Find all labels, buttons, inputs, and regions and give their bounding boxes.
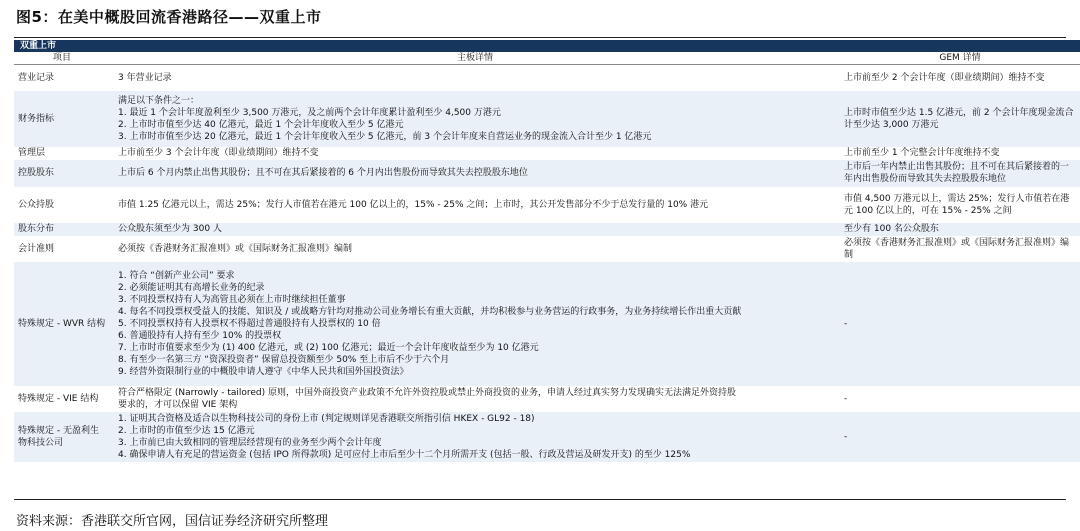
figure-title: 图5：在美中概股回流香港路径——双重上市 bbox=[16, 8, 322, 26]
table-row bbox=[14, 65, 1080, 91]
main-detail-line: 2. 上市时的市值至少达 15 亿港元 bbox=[118, 425, 255, 436]
source-note: 资料来源：香港联交所官网，国信证券经济研究所整理 bbox=[16, 514, 329, 529]
row-gem-detail bbox=[840, 412, 1080, 462]
row-gem-detail bbox=[840, 262, 1080, 386]
main-detail-line: 6. 普通股持有人持有至少 10% 的投票权 bbox=[118, 330, 282, 341]
row-gem-detail bbox=[840, 386, 1080, 412]
main-detail-line: 1. 最近 1 个会计年度盈利至少 3,500 万港元，及之前两个会计年度累计盈利至少 4,500 万港元 bbox=[118, 107, 501, 118]
gem-detail-text: - bbox=[844, 431, 848, 442]
gem-detail-text: 市值 4,500 万港元以上，需达 25%；发行人市值若在港元 100 亿以上的，可在 15% - 25% 之间 bbox=[844, 193, 1070, 216]
row-main-detail bbox=[110, 65, 840, 91]
row-gem-detail bbox=[840, 65, 1080, 91]
row-main-detail bbox=[110, 223, 840, 236]
row-item-label: 控股股东 bbox=[14, 160, 110, 187]
row-item-label: 公众持股 bbox=[18, 199, 55, 210]
main-detail-line: 3. 上市前已由大致相同的管理层经营现有的业务至少两个会计年度 bbox=[118, 437, 382, 448]
table-banner: 双重上市 bbox=[14, 40, 1080, 52]
row-gem-detail bbox=[840, 160, 1080, 187]
bottom-rule bbox=[14, 499, 1066, 500]
main-detail-line: 符合严格限定 (Narrowly - tailored) 原则，中国外商投资产业政策不允许外资控股或禁止外商投资的业务，申请人经过真实努力发现确实无法满足外资持股 bbox=[118, 387, 737, 398]
column-header-gem: GEM 详情 bbox=[840, 52, 1080, 65]
main-detail-line: 8. 有至少一名第三方 “资深投资者” 保留总投资额至少 50% 至上市后不少于六个月 bbox=[118, 354, 450, 365]
main-detail-line: 3. 不同投票权持有人为高管且必须在上市时继续担任董事 bbox=[118, 294, 346, 305]
gem-detail-text: - bbox=[844, 393, 848, 404]
table-row bbox=[14, 262, 1080, 386]
table-row bbox=[14, 236, 1080, 262]
row-main-detail bbox=[110, 236, 840, 262]
main-detail-line: 5. 不同投票权持有人投票权不得超过普通股持有人投票权的 10 倍 bbox=[118, 318, 381, 329]
main-detail-line: 公众股东须至少为 300 人 bbox=[118, 224, 222, 234]
main-detail-line: 3 年营业记录 bbox=[118, 72, 172, 83]
table-row bbox=[14, 386, 1080, 412]
table-row bbox=[14, 412, 1080, 462]
row-gem-detail bbox=[840, 91, 1080, 147]
main-detail-line: 2. 必须能证明其有高增长业务的纪录 bbox=[118, 282, 265, 293]
table-banner-row bbox=[14, 40, 1080, 52]
gem-detail-text: 至少有 100 名公众股东 bbox=[844, 224, 939, 234]
row-main-detail bbox=[110, 386, 840, 412]
main-detail-line: 市值 1.25 亿港元以上，需达 25%；发行人市值若在港元 100 亿以上的，15% - 25% 之间；上市时，其公开发售部分不少于总发行量的 10% 港元 bbox=[118, 199, 709, 210]
main-detail-line: 3. 上市时市值至少达 20 亿港元，最近 1 个会计年度收入至少 5 亿港元，前 3 个会计年度来自营运业务的现金流入合计至少 1 亿港元 bbox=[118, 131, 652, 142]
row-item-label: 特殊规定 - 无盈利生物科技公司 bbox=[14, 412, 110, 462]
column-header-main: 主板详情 bbox=[110, 52, 840, 65]
row-main-detail bbox=[110, 187, 840, 223]
row-item-label: 财务指标 bbox=[14, 91, 110, 147]
gem-detail-text: 上市前至少 1 个完整会计年度维持不变 bbox=[844, 148, 1000, 158]
main-detail-line: 9. 经营外资限制行业的中概股申请人遵守《中华人民共和国外国投资法》 bbox=[118, 366, 409, 377]
listing-requirements-table bbox=[14, 40, 1080, 462]
table-row bbox=[14, 160, 1080, 187]
column-header-item: 项目 bbox=[14, 52, 110, 65]
gem-detail-text: - bbox=[844, 318, 848, 329]
main-detail-line: 4. 每名不同投票权受益人的技能、知识及 / 或战略方针均对推动公司业务增长有重大贡献，并均积极参与业务营运的行政事务，为业务持续增长作出重大贡献 bbox=[118, 306, 742, 317]
row-item-label: 股东分布 bbox=[14, 223, 110, 236]
main-detail-line: 1. 证明其合资格及适合以生物科技公司的身份上市 (判定规则详见香港联交所指引信 HKEX - GL92 - 18) bbox=[118, 413, 535, 424]
main-detail-line: 满足以下条件之一： bbox=[118, 95, 200, 106]
table-row bbox=[14, 147, 1080, 160]
row-item-label: 特殊规定 - VIE 结构 bbox=[18, 393, 99, 404]
row-item-label: 管理层 bbox=[18, 148, 46, 158]
table-row bbox=[14, 187, 1080, 223]
top-rule bbox=[14, 37, 1066, 38]
row-item-label: 特殊规定 - WVR 结构 bbox=[14, 262, 110, 386]
gem-detail-text: 上市后一年内禁止出售其股份；且不可在其后紧接着的一年内出售股份而导致其失去控股股东地位 bbox=[844, 162, 1070, 184]
row-item-label: 会计准则 bbox=[18, 243, 55, 254]
main-detail-line: 4. 确保申请人有充足的营运资金 (包括 IPO 所得款项) 足可应付上市后至少十二个月所需开支 (包括一般、行政及营运及研发开支) 的至少 125% bbox=[118, 449, 691, 460]
row-main-detail bbox=[110, 160, 840, 187]
table-body bbox=[14, 65, 1080, 462]
main-detail-line: 1. 符合 “创新产业公司” 要求 bbox=[118, 270, 235, 281]
row-main-detail bbox=[110, 147, 840, 160]
row-gem-detail bbox=[840, 223, 1080, 236]
row-gem-detail bbox=[840, 187, 1080, 223]
table-header-row bbox=[14, 52, 1080, 65]
main-detail-line: 要求的，才可以保留 VIE 架构 bbox=[118, 399, 238, 410]
gem-detail-text: 上市时市值至少达 1.5 亿港元，前 2 个会计年度现金流合计至少达 3,000 万港元 bbox=[844, 107, 1074, 130]
row-main-detail bbox=[110, 91, 840, 147]
main-detail-line: 上市后 6 个月内禁止出售其股份；且不可在其后紧接着的 6 个月内出售股份而导致其失去控股股东地位 bbox=[118, 168, 528, 178]
gem-detail-text: 上市前至少 2 个会计年度（即业绩期间）维持不变 bbox=[844, 72, 1045, 83]
main-detail-line: 上市前至少 3 个会计年度（即业绩期间）维持不变 bbox=[118, 148, 319, 158]
row-main-detail bbox=[110, 412, 840, 462]
table-row bbox=[14, 91, 1080, 147]
row-item-label: 营业记录 bbox=[18, 72, 55, 83]
table-row bbox=[14, 223, 1080, 236]
main-detail-line: 2. 上市时市值至少达 40 亿港元，最近 1 个会计年度收入至少 5 亿港元 bbox=[118, 119, 404, 130]
row-gem-detail bbox=[840, 236, 1080, 262]
main-detail-line: 7. 上市时市值要求至少为 (1) 400 亿港元，或 (2) 100 亿港元；最近一个会计年度收益至少为 10 亿港元 bbox=[118, 342, 539, 353]
main-detail-line: 必须按《香港财务汇报准则》或《国际财务汇报准则》编制 bbox=[118, 243, 353, 254]
row-main-detail bbox=[110, 262, 840, 386]
row-gem-detail bbox=[840, 147, 1080, 160]
gem-detail-text: 必须按《香港财务汇报准则》或《国际财务汇报准则》编制 bbox=[844, 237, 1070, 260]
